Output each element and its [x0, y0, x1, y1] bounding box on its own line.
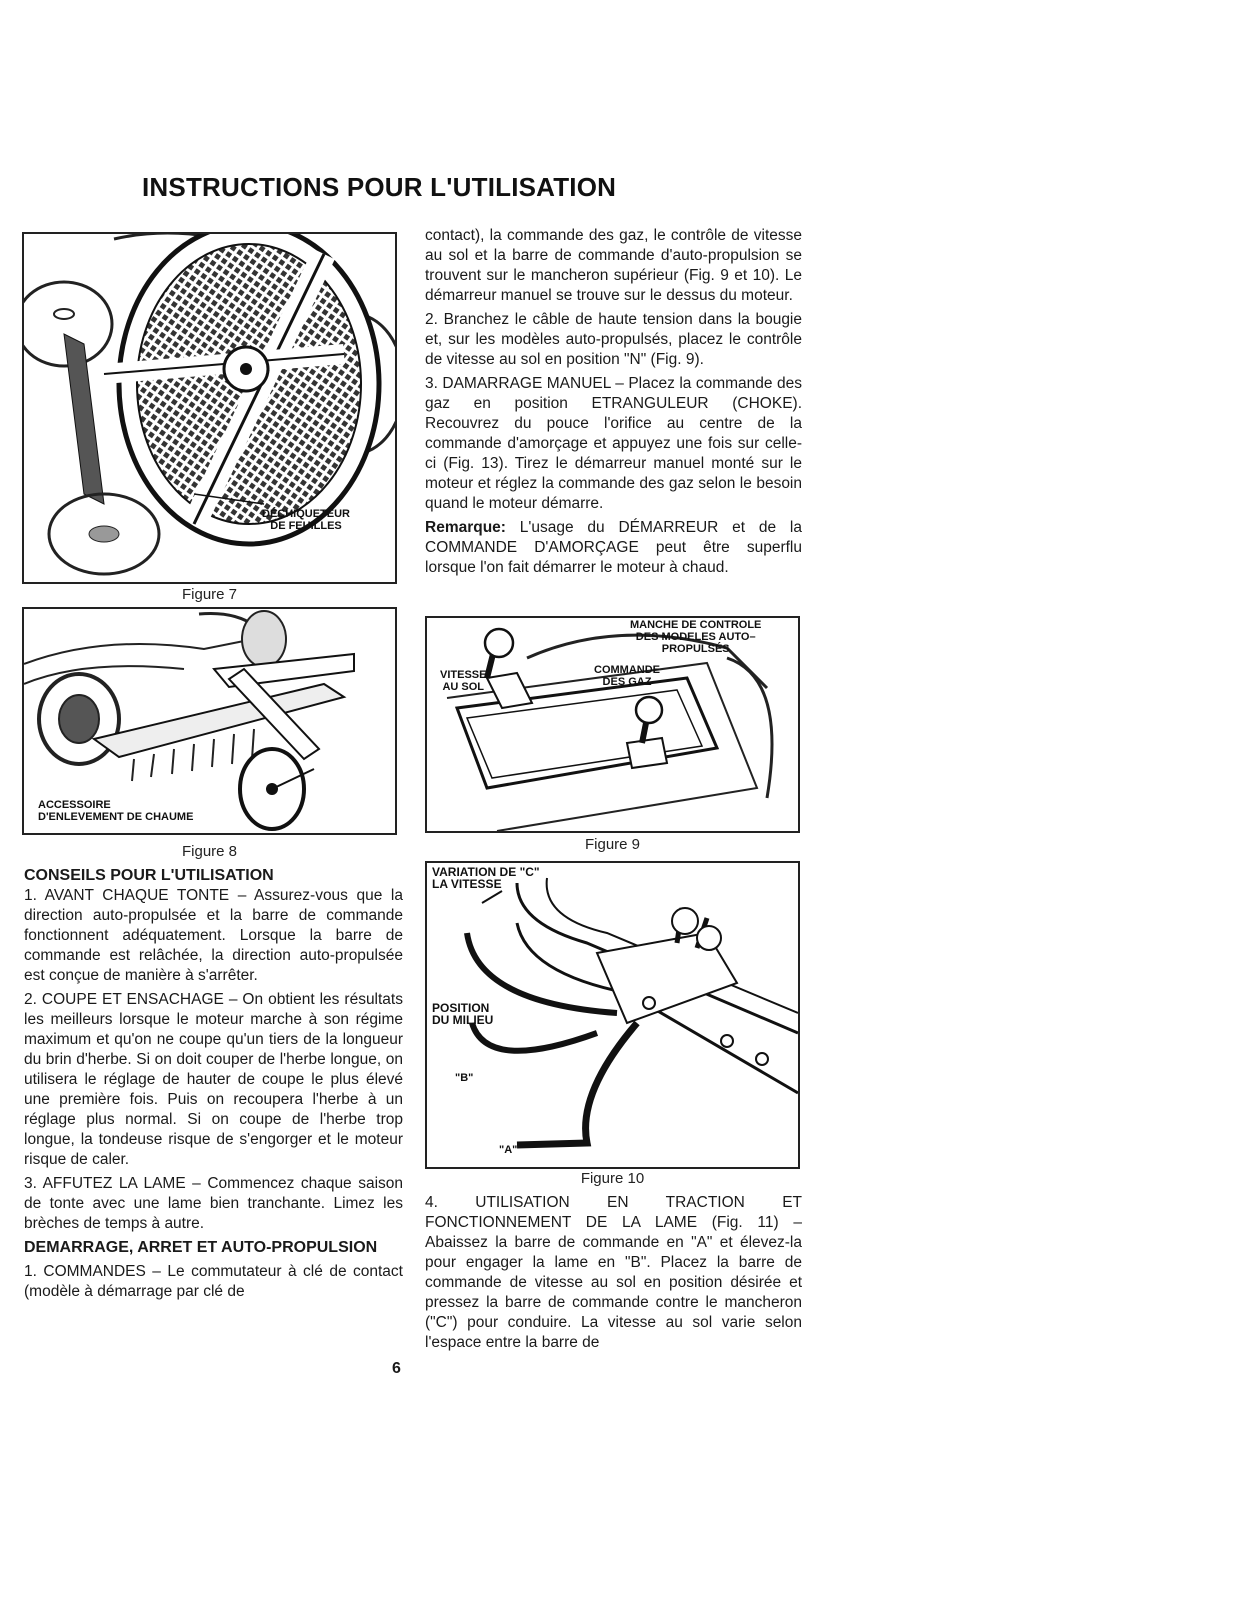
heading-conseils: CONSEILS POUR L'UTILISATION — [24, 867, 274, 884]
figure-10-label-a: "A" — [499, 1144, 518, 1156]
figure-10-caption: Figure 10 — [580, 1170, 645, 1187]
paragraph-contact: contact), la commande des gaz, le contrôle de vitesse au sol et la barre de commande d'auto-propulsion se trouvent sur le mancheron supérieur (Fig. 9 et 10). Le démarreur manuel se trouve sur le dessus du moteur. — [425, 227, 802, 304]
paragraph-branchez: 2. Branchez le câble de haute tension dans la bougie et, sur les modèles auto-propulsés, placez le contrôle de vitesse au sol en position "N" (Fig. 9). — [425, 311, 802, 368]
paragraph-remarque — [425, 518, 802, 578]
heading-demarrage: DEMARRAGE, ARRET ET AUTO-PROPULSION — [24, 1239, 378, 1256]
figure-10-label-variation: VARIATION DE "C" LA VITESSE — [432, 865, 540, 891]
figure-8-label: ACCESSOIRE D'ENLEVEMENT DE CHAUME — [38, 799, 194, 823]
remarque-text: L'usage du DÉMARREUR et de la COMMANDE D'AMORÇAGE peut être superflu lorsque l'on fait démarrer le moteur à chaud. — [425, 519, 802, 576]
figure-10-label-position: POSITION DU MILIEU — [432, 1001, 494, 1027]
paragraph-avant-chaque-tonte: 1. AVANT CHAQUE TONTE – Assurez-vous que la direction auto-propulsée et la barre de commande fonctionnent adéquatement. Lorsque la barre de commande est relâchée, la direction auto-propulsée est conçue de manière à s'arrêter. — [24, 887, 403, 984]
remarque-label: Remarque: — [425, 519, 506, 536]
paragraph-demarrage-manuel: 3. DAMARRAGE MANUEL – Placez la commande des gaz en position ETRANGULEUR (CHOKE). Recouvrez du pouce l'orifice au centre de la commande d'amorçage et appuyez une fois sur celle-ci (Fig. 13). Tirez le démarreur manuel monté sur le moteur et réglez la commande des gaz selon le besoin quand le moteur démarre. — [425, 375, 802, 512]
paragraph-affutez-lame: 3. AFFUTEZ LA LAME – Commencez chaque saison de tonte avec une lame bien tranchante. Limez les brèches de temps à autre. — [24, 1175, 403, 1232]
figure-7-caption: Figure 7 — [181, 586, 238, 603]
figure-9-label-gaz: COMMANDE DES GAZ — [594, 664, 660, 688]
paragraph-coupe-ensachage: 2. COUPE ET ENSACHAGE – On obtient les résultats les meilleurs lorsque le moteur marche à son régime maximum et qu'on ne coupe qu'un tiers de la longueur du brin d'herbe. Si on doit couper de l'herbe longue, on utilisera le réglage de hauter de coupe le plus élevé une première fois. Puis on recoupera l'herbe à un réglage plus normal. Si on coupe de l'herbe trop longue, la tondeuse risque de s'engorger et le moteur risque de caler. — [24, 991, 403, 1168]
right-column-bottom — [425, 1193, 802, 1357]
figure-8-caption: Figure 8 — [181, 843, 238, 860]
page-title: INSTRUCTIONS POUR L'UTILISATION — [142, 172, 617, 202]
paragraph-commandes: 1. COMMANDES – Le commutateur à clé de contact (modèle à démarrage par clé de — [24, 1263, 403, 1300]
figure-9-caption: Figure 9 — [584, 836, 641, 853]
figure-7-label: DÉCHIQUETEUR DE FEUILLES — [262, 508, 351, 532]
figure-9-label-vitesse: VITESSE AU SOL — [440, 669, 487, 693]
paragraph-utilisation-traction: 4. UTILISATION EN TRACTION ET FONCTIONNEMENT DE LA LAME (Fig. 11) – Abaissez la barre de commande en "A" et élevez-la pour engager la lame en "B". Placez la barre de commande de vitesse au sol en position désirée et pressez la barre de commande contre le mancheron ("C") pour conduire. La vitesse au sol varie selon l'espace entre la barre de — [425, 1194, 802, 1351]
figure-9-label-manche: MANCHE DE CONTROLE DES MODELES AUTO– PROPULSÉS — [630, 619, 762, 655]
left-column — [24, 866, 403, 1306]
page-number: 6 — [392, 1360, 401, 1377]
figure-10-label-b: "B" — [455, 1072, 474, 1084]
right-column-top — [425, 226, 802, 582]
